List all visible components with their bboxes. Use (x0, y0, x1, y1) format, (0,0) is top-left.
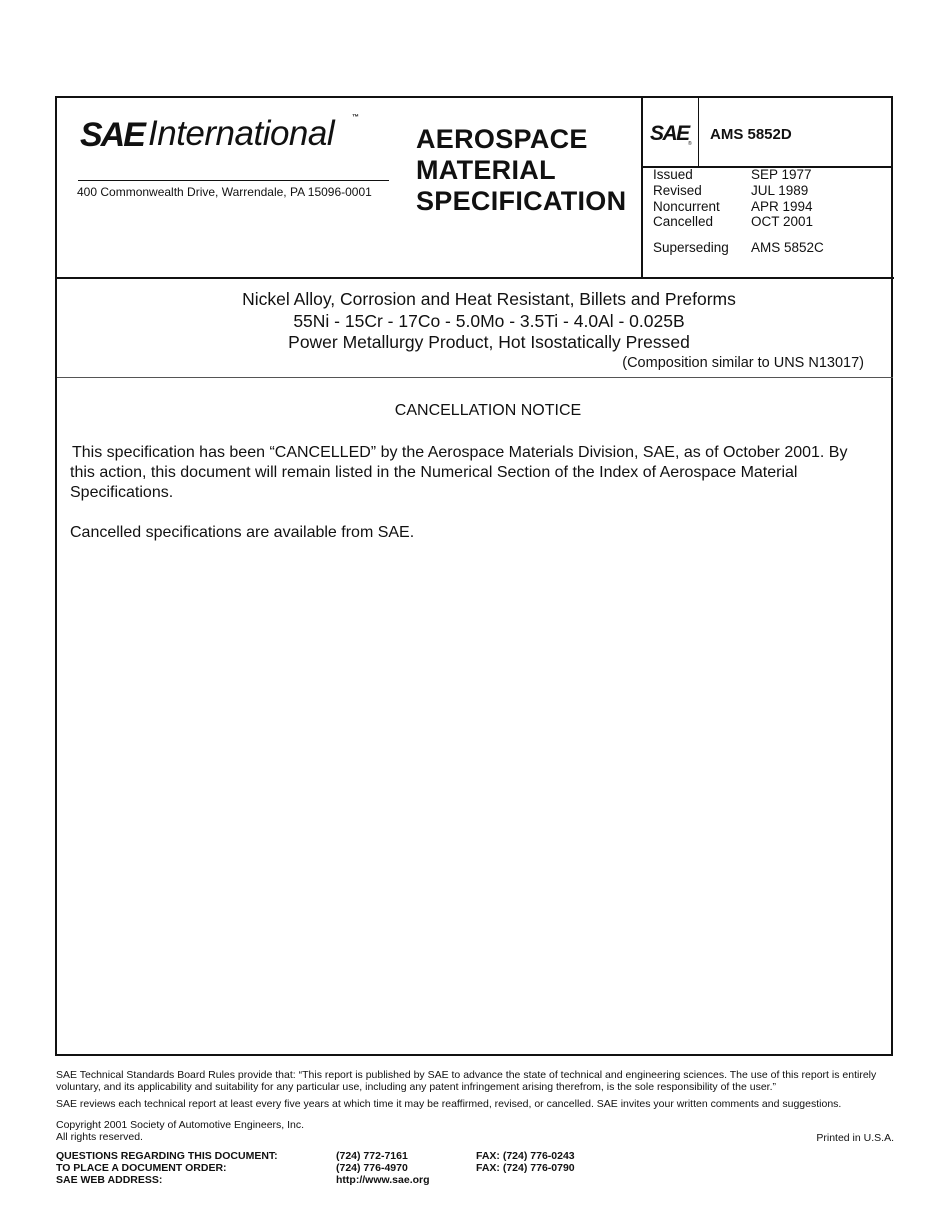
date-table (653, 167, 813, 230)
contact-label: TO PLACE A DOCUMENT ORDER: (56, 1162, 227, 1174)
date-label: Cancelled (653, 214, 714, 230)
date-row (653, 214, 813, 230)
composition-note: (Composition similar to UNS N13017) (622, 355, 864, 371)
header-divider-vertical (641, 97, 643, 278)
contact-phone: (724) 772-7161 (336, 1150, 408, 1162)
logo-wordmark: International (148, 114, 335, 153)
registered-mark: ® (688, 141, 692, 147)
doc-type-line: MATERIAL (416, 155, 556, 185)
contact-table (56, 1150, 575, 1186)
notice-heading: CANCELLATION NOTICE (394, 402, 582, 419)
title-line: Power Metallurgy Product, Hot Isostatically Pressed (288, 332, 690, 352)
superseding-label: Superseding (653, 240, 729, 255)
date-label: Issued (653, 167, 693, 182)
date-label: Revised (653, 182, 702, 198)
title-rule (57, 377, 893, 378)
copyright (56, 1119, 304, 1143)
contact-phone: (724) 776-4970 (336, 1162, 408, 1174)
document-type (416, 124, 626, 217)
logo-underline (78, 180, 389, 181)
date-value: SEP 1977 (751, 167, 812, 182)
contact-label: QUESTIONS REGARDING THIS DOCUMENT: (56, 1150, 278, 1162)
date-value: JUL 1989 (751, 182, 809, 198)
title-line: 55Ni - 15Cr - 17Co - 5.0Mo - 3.5Ti - 4.0Al - 0.025B (293, 310, 685, 331)
web-address-link[interactable]: http://www.sae.org (336, 1174, 430, 1186)
contact-fax: FAX: (724) 776-0243 (476, 1150, 575, 1162)
header-bottom-rule (56, 277, 894, 279)
date-row (653, 167, 813, 183)
rights-line: All rights reserved. (56, 1131, 143, 1143)
title-line: Nickel Alloy, Corrosion and Heat Resistant, Billets and Preforms (242, 289, 736, 309)
contact-fax: FAX: (724) 776-0790 (476, 1162, 575, 1174)
contact-row (56, 1150, 575, 1162)
trademark-symbol: ™ (352, 114, 359, 121)
header-box-divider (698, 97, 699, 167)
sae-logo-mark: SAE (80, 116, 144, 154)
date-label: Noncurrent (653, 198, 720, 214)
date-row (653, 199, 813, 215)
printed-in: Printed in U.S.A. (816, 1132, 894, 1144)
contact-label: SAE WEB ADDRESS: (56, 1174, 163, 1186)
date-value: APR 1994 (751, 198, 813, 214)
spec-number: AMS 5852D (710, 126, 792, 143)
document-title (57, 289, 921, 354)
notice-paragraph: This specification has been “CANCELLED” by the Aerospace Materials Division, SAE, as of October 2001. By this action, this document will remain listed in the Numerical Section of the Index of Aerospace Material Specifications. (70, 444, 848, 501)
notice-body (70, 443, 870, 563)
address: 400 Commonwealth Drive, Warrendale, PA 15096-0001 (77, 185, 372, 199)
review-text: SAE reviews each technical report at least every five years at which time it may be reaffirmed, revised, or cancelled. SAE invites your written comments and suggestions. (56, 1098, 842, 1110)
doc-type-line: SPECIFICATION (416, 186, 627, 216)
sae-small-logo: SAE (650, 122, 689, 145)
board-rules-text: SAE Technical Standards Board Rules provide that: “This report is published by SAE to advance the state of technical and engineering sciences. The use of this report is entirely voluntary, and its applicability and suitability for any particular use, including any patent infringement arising therefrom, is the sole responsibility of the user.” (56, 1069, 877, 1093)
date-value: OCT 2001 (751, 214, 814, 230)
doc-type-line: AEROSPACE (416, 124, 588, 154)
notice-paragraph: Cancelled specifications are available from SAE. (70, 524, 415, 541)
superseding-row (653, 240, 824, 255)
contact-row (56, 1162, 575, 1174)
superseding-value: AMS 5852C (751, 240, 824, 255)
footer-legal (56, 1069, 896, 1115)
contact-row (56, 1174, 575, 1186)
date-row (653, 183, 813, 199)
copyright-line: Copyright 2001 Society of Automotive Engineers, Inc. (56, 1119, 305, 1131)
